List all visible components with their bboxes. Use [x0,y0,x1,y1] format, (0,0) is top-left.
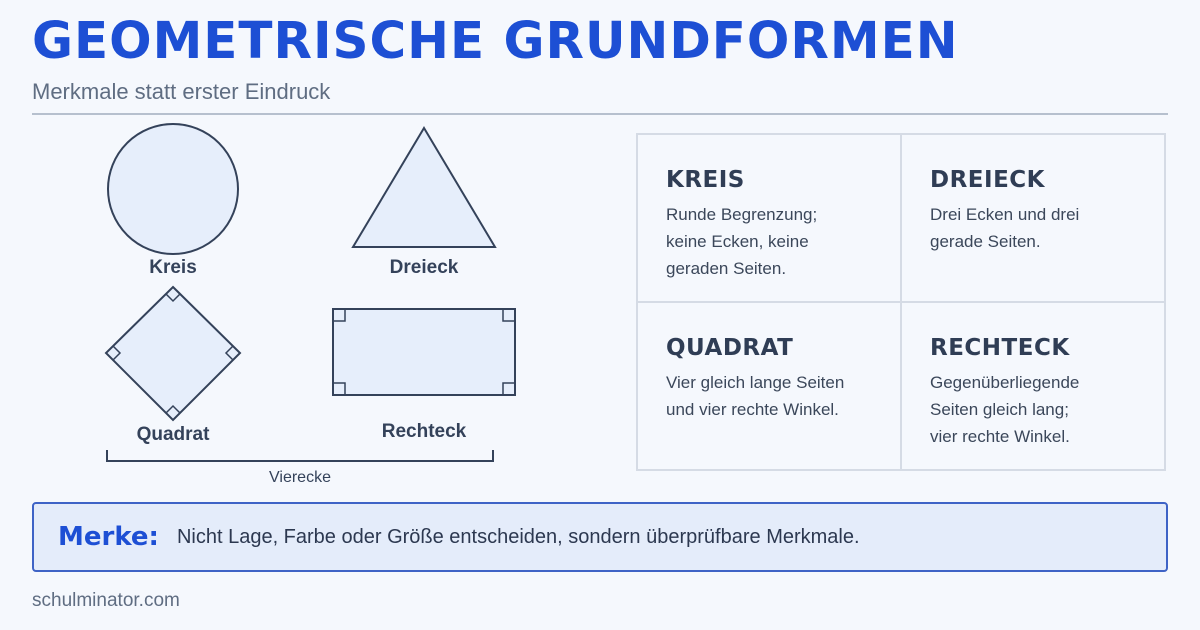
card-text [930,369,1154,450]
page-subtitle: Merkmale statt erster Eindruck [32,79,331,104]
card-line: Vier gleich lange Seiten [666,373,845,392]
square-shape [106,287,240,420]
merke-box [32,502,1168,572]
card-line: Runde Begrenzung; [666,205,818,224]
merke-label: Merke: [58,522,159,552]
card-line: vier rechte Winkel. [930,427,1070,446]
card-text [666,369,888,423]
card-line: Seiten gleich lang; [930,400,1069,419]
page-title: GEOMETRISCHE GRUNDFORMEN [32,12,959,71]
card-text [930,201,1154,255]
card-title: QUADRAT [666,335,794,361]
card-title: KREIS [666,167,745,193]
circle-shape [108,124,238,254]
card-rechteck [902,303,1166,471]
label-kreis: Kreis [149,257,197,278]
card-line: geraden Seiten. [666,259,787,278]
triangle-shape [353,128,495,247]
label-vierecke: Vierecke [269,469,331,486]
card-line: gerade Seiten. [930,232,1041,251]
definition-grid [636,133,1166,471]
card-line: und vier rechte Winkel. [666,400,839,419]
card-text [666,201,888,282]
vierecke-bracket [107,450,493,461]
card-title: DREIECK [930,167,1045,193]
card-line: Gegenüberliegende [930,373,1080,392]
shapes-svg [0,0,620,500]
label-dreieck: Dreieck [389,257,459,278]
shapes-illustration [0,0,620,500]
merke-text: Nicht Lage, Farbe oder Größe entscheiden, sondern überprüfbare Merkmale. [176,525,860,548]
label-rechteck: Rechteck [381,421,467,442]
footer-source: schulminator.com [32,590,180,611]
card-line: keine Ecken, keine [666,232,809,251]
card-kreis [638,135,902,303]
card-line: Drei Ecken und drei [930,205,1080,224]
card-quadrat [638,303,902,471]
rectangle-shape [333,309,515,395]
card-dreieck [902,135,1166,303]
label-quadrat: Quadrat [136,424,210,445]
card-title: RECHTECK [930,335,1070,361]
